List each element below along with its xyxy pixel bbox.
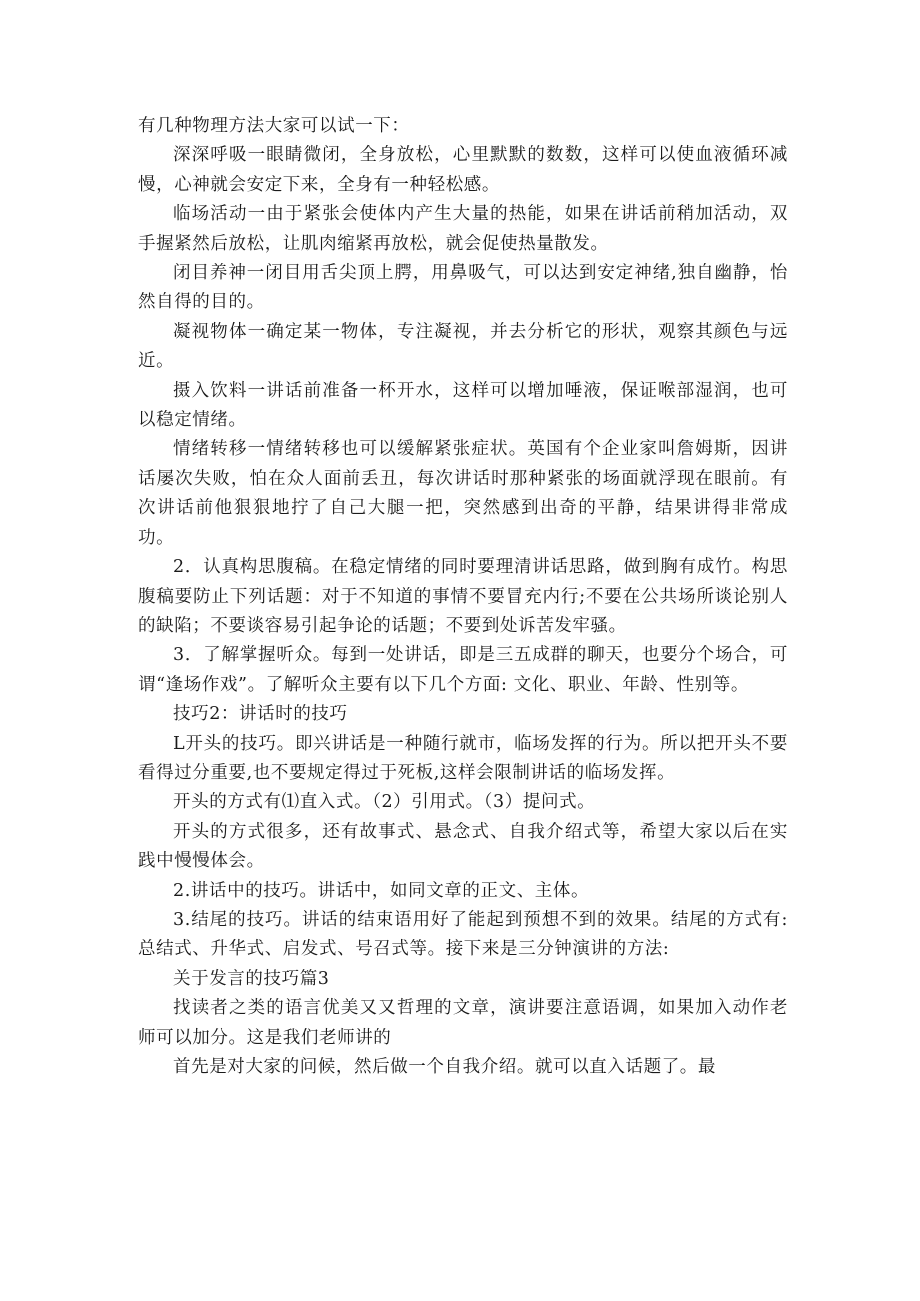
paragraph: 3.结尾的技巧。讲话的结束语用好了能起到预想不到的效果。结尾的方式有: 总结式、升华式、启发式、号召式等。接下来是三分钟演讲的方法: — [138, 909, 788, 960]
paragraph: 找读者之类的语言优美又又哲理的文章，演讲要注意语调，如果加入动作老师可以加分。这是我们老师讲的 — [138, 998, 788, 1048]
paragraph: 有几种物理方法大家可以试一下： — [138, 116, 410, 136]
paragraph: 开头的方式有⑴直入式。（2）引用式。（3）提问式。 — [173, 792, 596, 813]
paragraph: 3．了解掌握听众。每到一处讲话，即是三五成群的聊天，也要分个场合，可谓“逢场作戏”。了解听众主要有以下几个方面: 文化、职业、年龄、性别等。 — [138, 645, 788, 695]
section-heading: 关于发言的技巧篇3 — [173, 968, 330, 989]
paragraph: 闭目养神一闭目用舌尖顶上腭，用鼻吸气，可以达到安定神绪,独自幽静，怡然自得的目的。 — [138, 263, 788, 313]
paragraph: 深深呼吸一眼睛微闭，全身放松，心里默默的数数，这样可以使血液循环减慢，心神就会安定下来，全身有一种轻松感。 — [138, 145, 788, 195]
section-heading: 技巧2：讲话时的技巧 — [173, 704, 348, 725]
paragraph: 2．认真构思腹稿。在稳定情绪的同时要理清讲话思路，做到胸有成竹。构思腹稿要防止下列话题：对于不知道的事情不要冒充内行;不要在公共场所谈论别人的缺陷；不要谈容易引起争论的话题；不要到处诉苦发牢骚。 — [138, 557, 788, 636]
document-body — [138, 112, 788, 1082]
paragraph: L开头的技巧。即兴讲话是一种随行就市，临场发挥的行为。所以把开头不要看得过分重要,也不要规定得过于死板,这样会限制讲话的临场发挥。 — [138, 733, 788, 783]
paragraph: 临场活动一由于紧张会使体内产生大量的热能，如果在讲话前稍加活动，双手握紧然后放松，让肌肉缩紧再放松，就会促使热量散发。 — [138, 204, 788, 254]
paragraph: 开头的方式很多，还有故事式、悬念式、自我介绍式等，希望大家以后在实践中慢慢体会。 — [138, 821, 788, 872]
paragraph: 情绪转移一情绪转移也可以缓解紧张症状。英国有个企业家叫詹姆斯，因讲话屡次失败，怕在众人面前丢丑，每次讲话时那种紧张的场面就浮现在眼前。有次讲话前他狠狠地拧了自己大腿一把，突然感到出奇的平静，结果讲得非常成功。 — [138, 439, 788, 548]
paragraph: 2.讲话中的技巧。讲话中，如同文章的正文、主体。 — [173, 880, 590, 901]
paragraph: 首先是对大家的问候，然后做一个自我介绍。就可以直入话题了。最 — [173, 1057, 716, 1077]
paragraph: 凝视物体一确定某一物体，专注凝视，并去分析它的形状，观察其颜色与远近。 — [138, 321, 788, 372]
paragraph: 摄入饮料一讲话前准备一杯开水，这样可以增加唾液，保证喉部湿润，也可以稳定情绪。 — [138, 380, 788, 431]
